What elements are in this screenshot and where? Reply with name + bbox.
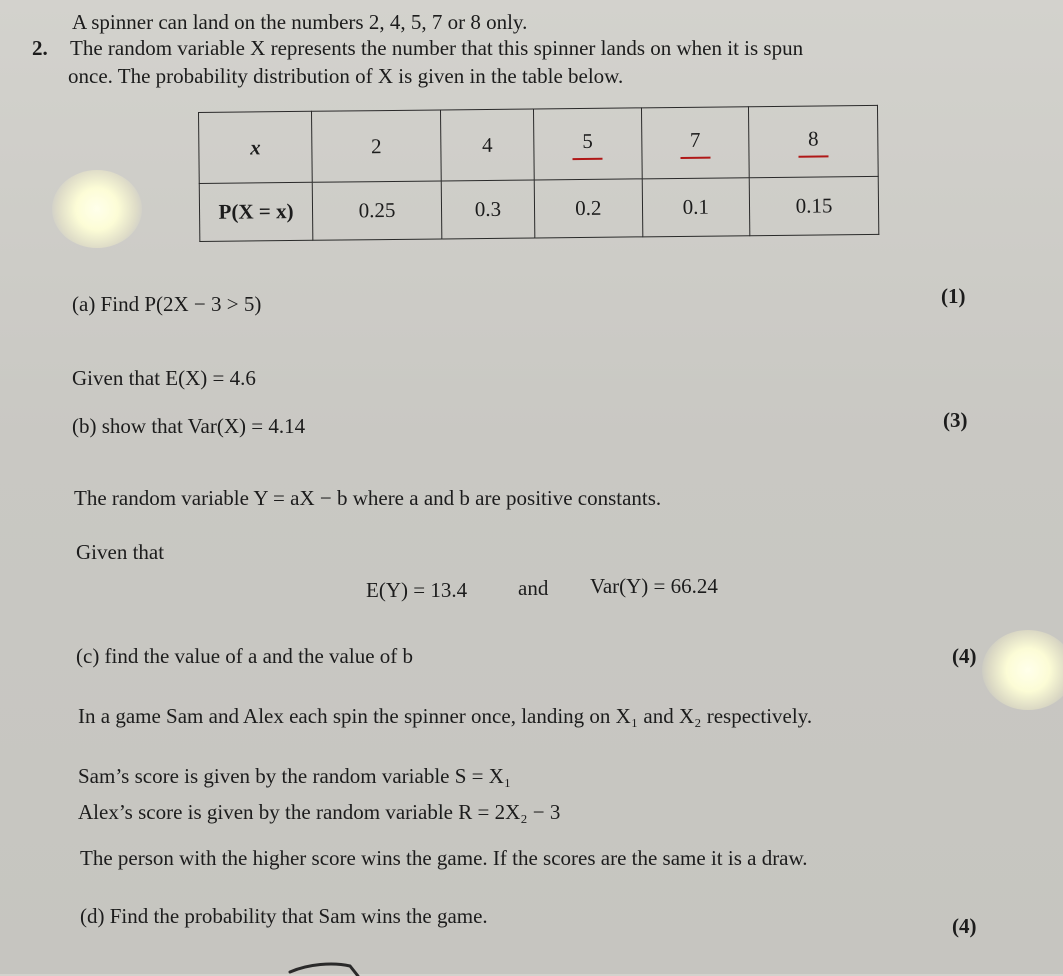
p-value: 0.25 <box>312 181 442 240</box>
part-d-marks: (4) <box>952 914 977 938</box>
p-value: 0.2 <box>534 179 642 238</box>
y-definition: The random variable Y = aX − b where a and b are positive constants. <box>74 486 662 510</box>
given-that: Given that <box>76 540 165 564</box>
x-value: 7 <box>641 107 749 179</box>
sam-score: Sam’s score is given by the random variable S = X₁ <box>78 764 512 788</box>
row-label-p: P(X = x) <box>199 182 313 241</box>
intro-line-3: once. The probability distribution of X is given in the table below. <box>68 64 624 88</box>
part-b-text: (b) show that Var(X) = 4.14 <box>72 414 306 438</box>
part-c-text: (c) find the value of a and the value of b <box>76 644 414 668</box>
intro-line-1: A spinner can land on the numbers 2, 4, 5, 7 or 8 only. <box>72 10 528 34</box>
x-value: 8 <box>749 105 879 178</box>
p-value: 0.3 <box>441 180 535 239</box>
p-value: 0.15 <box>749 177 879 236</box>
part-d-text: (d) Find the probability that Sam wins the game. <box>80 904 488 928</box>
x-value: 2 <box>311 110 441 183</box>
table-row <box>199 105 879 183</box>
row-label-x: x <box>199 111 313 183</box>
part-a-marks: (1) <box>941 284 966 308</box>
x-value: 5 <box>533 108 641 180</box>
game-description: In a game Sam and Alex each spin the spinner once, landing on X₁ and X₂ respectively. <box>78 704 813 728</box>
part-c-marks: (4) <box>952 644 977 668</box>
ey-value: E(Y) = 13.4 <box>366 578 468 602</box>
and-word: and <box>518 576 549 600</box>
given-ex: Given that E(X) = 4.6 <box>72 366 256 390</box>
part-a-text: (a) Find P(2X − 3 > 5) <box>72 292 262 316</box>
light-glare <box>982 630 1063 710</box>
intro-line-2: The random variable X represents the number that this spinner lands on when it is spun <box>70 36 804 60</box>
p-value: 0.1 <box>642 178 750 237</box>
probability-table <box>198 105 879 242</box>
alex-score: Alex’s score is given by the random variable R = 2X₂ − 3 <box>78 800 561 824</box>
pen-mark <box>288 946 378 976</box>
table-row <box>199 177 879 242</box>
x-value: 4 <box>440 109 534 181</box>
question-number: 2. <box>32 36 48 60</box>
game-rule: The person with the higher score wins the game. If the scores are the same it is a draw. <box>80 846 808 870</box>
light-glare <box>52 170 142 248</box>
vary-value: Var(Y) = 66.24 <box>590 574 718 598</box>
part-b-marks: (3) <box>943 408 968 432</box>
